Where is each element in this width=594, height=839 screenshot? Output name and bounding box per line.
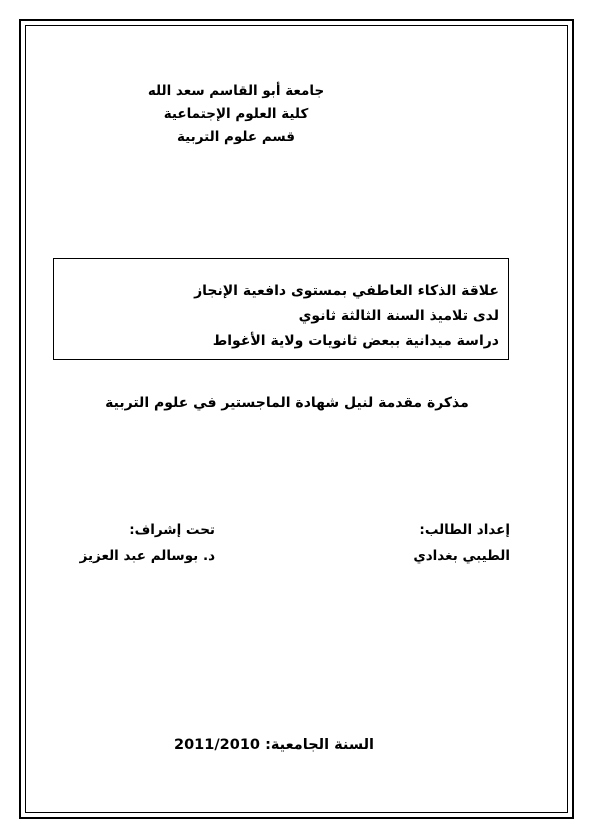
supervisor-label: تحت إشراف: — [129, 522, 215, 538]
academic-year-value: 2011/2010 — [174, 737, 261, 753]
student-label: إعداد الطالب: — [419, 522, 510, 538]
supervisor-block — [80, 517, 215, 569]
thesis-title-line-3: دراسة ميدانية ببعض ثانويات ولاية الأغواط — [212, 333, 499, 349]
supervisor-name: د. بوسالم عبد العزيز — [79, 548, 215, 564]
faculty-name: كلية العلوم الإجتماعية — [163, 106, 309, 122]
university-name: جامعة أبو القاسم سعد الله — [147, 83, 325, 99]
degree-statement-row — [0, 395, 594, 411]
thesis-title — [194, 279, 499, 354]
degree-statement: مذكرة مقدمة لنيل شهادة الماجستير في علوم التربية — [105, 395, 469, 411]
thesis-title-line-2: لدى تلاميذ السنة الثالثة ثانوي — [298, 308, 499, 324]
academic-year-label: السنة الجامعية: — [265, 737, 374, 753]
academic-year — [174, 737, 374, 753]
thesis-title-line-1: علاقة الذكاء العاطفي بمستوى دافعية الإنجاز — [194, 283, 499, 299]
department-name: قسم علوم التربية — [176, 129, 296, 145]
student-name: الطيبي بغدادي — [413, 548, 510, 564]
institution-header — [106, 80, 366, 149]
student-block — [413, 517, 510, 569]
